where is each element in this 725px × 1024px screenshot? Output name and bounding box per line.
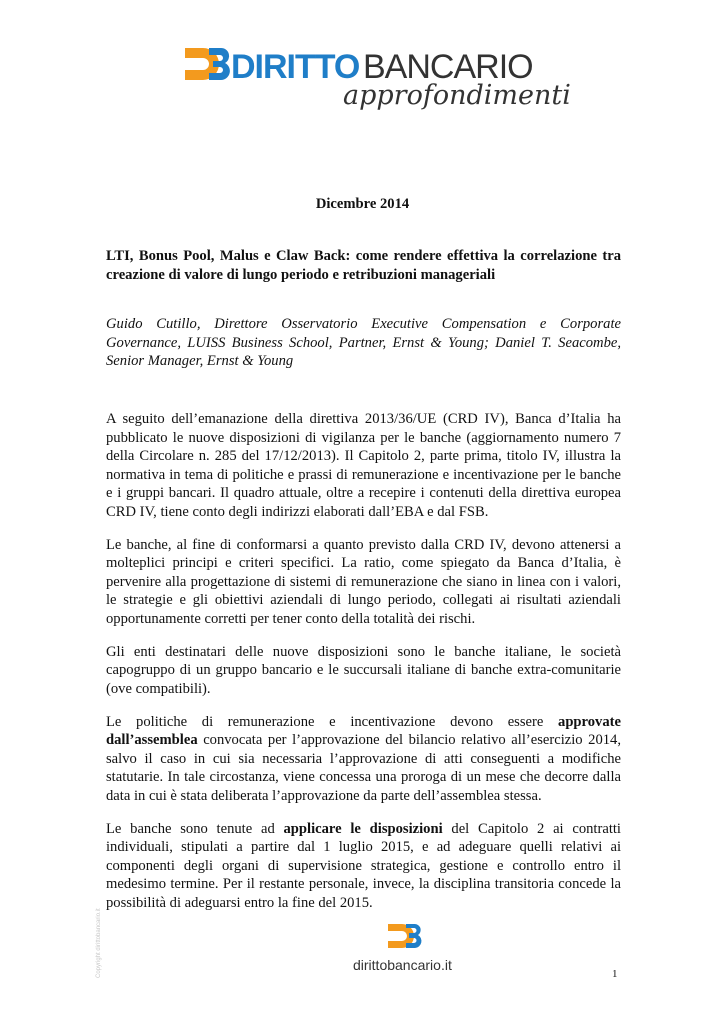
- paragraph-text: A seguito dell’emanazione della direttiva 2013/36/UE (CRD IV), Banca d’Italia ha pubblicato le nuove disposizioni di vigilanza per le banche (aggiornamento numero 7 della Circolare n. 285 del 17/12/2013). Il Capitolo 2, parte prima, titolo IV, illustra la normativa in tema di politiche e prassi di remunerazione e incentivazione per le banche e i gruppi bancari. Il quadro attuale, oltre a recepire i contenuti della direttiva europea CRD IV, tiene conto degli indirizzi elaborati dall’EBA e dal FSB.: [106, 411, 621, 520]
- paragraph-text: Le banche, al fine di conformarsi a quanto previsto dalla CRD IV, devono attenersi a molteplici principi e criteri specifici. La ratio, come spiegato da Banca d’Italia, è pervenire alla progettazione di sistemi di remunerazione che siano in linea con i valori, le strategie e gli obiettivi aziendali di lungo periodo, collegati ai risultati aziendali opportunamente corretti per tener conto della totalità dei rischi.: [106, 536, 621, 627]
- document-date: Dicembre 2014: [315, 196, 410, 212]
- body-paragraph: [106, 643, 621, 699]
- body-paragraph: [106, 410, 621, 521]
- body-paragraph: [106, 713, 621, 806]
- paragraph-text: Gli enti destinatari delle nuove disposizioni sono le banche italiane, le società capogruppo di un gruppo bancario e le succursali italiane di banche extra-comunitarie (ove compatibili).: [106, 643, 621, 697]
- paragraph-text: del Capitolo 2 ai contratti individuali, stipulati a partire dal 1 luglio 2015, e ad adeguare quelli relativi ai componenti degli organi di supervisione strategica, gestione e controllo entro il medesimo termine. Per il restante personale, invece, la disciplina transitoria concede la possibilità di adeguarsi entro la fine del 2015.: [106, 820, 621, 911]
- paragraph-emphasis: approvate dall’assemblea: [106, 713, 621, 748]
- page-number: 1: [612, 968, 618, 980]
- document-body: [106, 410, 621, 927]
- paragraph-text: Le politiche di remunerazione e incentivazione devono essere: [106, 713, 559, 730]
- document-authors: Guido Cutillo, Direttore Osservatorio Executive Compensation e Corporate Governance, LUISS Business School, Partner, Ernst & Young; Daniel T. Seacombe, Senior Manager, Ernst & Young: [106, 316, 621, 369]
- footer-url: dirittobancario.it: [353, 957, 452, 973]
- logo-script: approfondimenti: [343, 80, 571, 111]
- paragraph-text: Le banche sono tenute ad: [106, 820, 284, 837]
- side-copyright: Copyright dirittobancario.it: [96, 908, 102, 978]
- logo-word-left: DIRITTO: [231, 48, 360, 86]
- logo-word-right: BANCARIO: [363, 48, 533, 86]
- diritto-bancario-logo: [183, 38, 571, 111]
- document-title: LTI, Bonus Pool, Malus e Claw Back: come rendere effettiva la correlazione tra creazione di valore di lungo periodo e retribuzioni manageriali: [106, 248, 621, 283]
- paragraph-emphasis: applicare le disposizioni: [283, 820, 443, 837]
- paragraph-text: convocata per l’approvazione del bilancio relativo all’esercizio 2014, salvo il caso in cui sia necessaria l’approvazione di atti conseguenti a modifiche statutarie. In tale circostanza, viene concessa una proroga di un mese che decorre dalla data in cui è stata deliberata l’approvazione da parte dell’assemblea stessa.: [106, 732, 621, 804]
- body-paragraph: [106, 820, 621, 913]
- body-paragraph: [106, 536, 621, 629]
